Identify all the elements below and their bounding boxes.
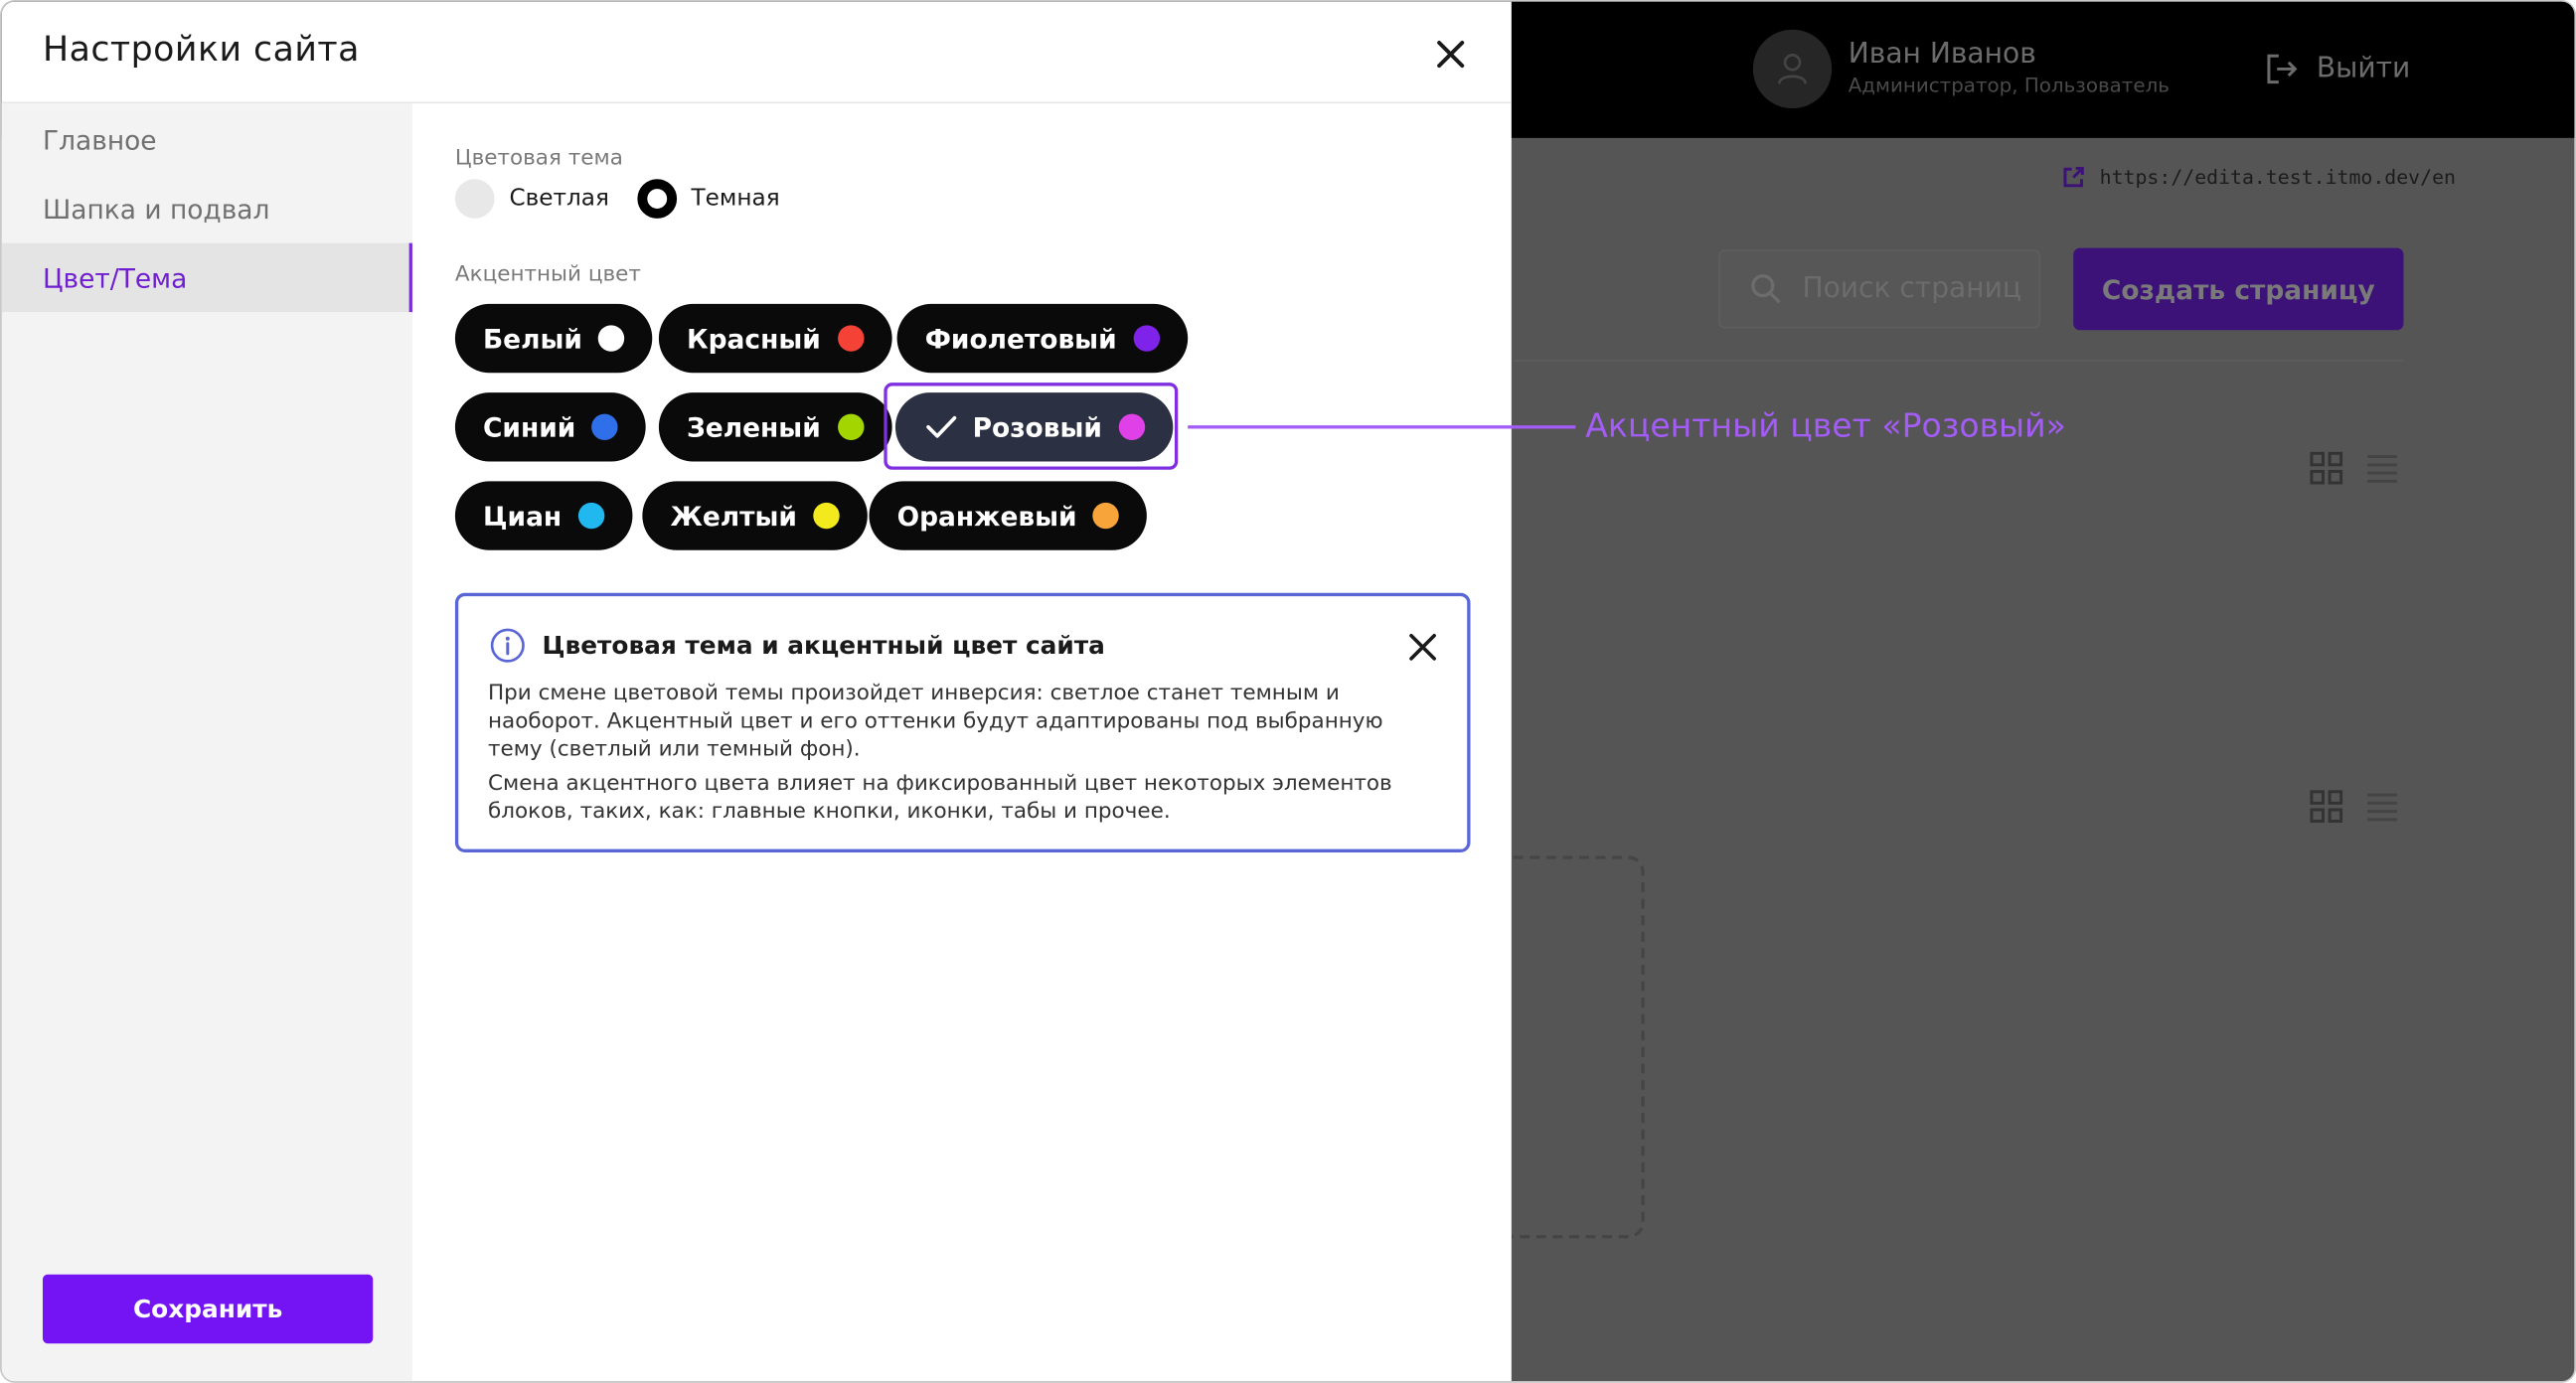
view-toggle	[2310, 452, 2398, 485]
user-role: Администратор, Пользователь	[1848, 74, 2170, 97]
close-icon[interactable]	[1431, 35, 1471, 75]
accent-chip-violet[interactable]	[897, 304, 1188, 373]
chip-label: Желтый	[670, 500, 797, 532]
chip-label: Синий	[483, 411, 576, 443]
settings-sidebar	[2, 103, 412, 1381]
sidebar-item-label: Цвет/Тема	[42, 261, 188, 294]
info-paragraph: Смена акцентного цвета влияет на фиксированный цвет некоторых элементов блоков, таких, как: главные кнопки, иконки, табы и прочее.	[487, 771, 1392, 825]
color-dot	[592, 414, 618, 440]
list-view-icon[interactable]	[2365, 452, 2398, 485]
accent-chip-pink[interactable]	[895, 392, 1173, 461]
chip-label: Фиолетовый	[924, 322, 1117, 355]
color-dot	[837, 325, 863, 351]
theme-radio-group	[455, 179, 808, 219]
accent-chip-orange[interactable]	[869, 481, 1147, 549]
accent-chip-cyan[interactable]	[455, 481, 632, 549]
chip-label: Красный	[686, 322, 821, 355]
sidebar-item-label: Шапка и подвал	[42, 193, 270, 225]
user-icon	[1774, 51, 1810, 86]
site-settings-modal	[2, 2, 1512, 1382]
accent-chip-yellow[interactable]	[642, 481, 868, 549]
user-name: Иван Иванов	[1848, 38, 2036, 72]
color-dot	[1093, 503, 1119, 529]
info-title: Цветовая тема и акцентный цвет сайта	[542, 630, 1105, 661]
chip-label: Оранжевый	[896, 500, 1077, 532]
accent-chip-red[interactable]	[659, 304, 891, 373]
accent-chip-green[interactable]	[659, 392, 891, 461]
color-dot	[578, 503, 604, 529]
callout-label: Акцентный цвет «Розовый»	[1585, 405, 2066, 445]
theme-dark-label[interactable]: Темная	[691, 185, 780, 213]
search-icon	[1750, 272, 1783, 305]
color-dot	[813, 503, 839, 529]
theme-light-label[interactable]: Светлая	[509, 185, 609, 213]
site-url: https://edita.test.itmo.dev/en	[2099, 165, 2456, 190]
view-toggle	[2310, 790, 2398, 823]
color-dot	[1118, 414, 1144, 440]
sidebar-item-label: Главное	[42, 123, 157, 156]
sidebar-item-main[interactable]	[2, 105, 412, 174]
theme-light-radio[interactable]	[455, 179, 495, 219]
create-page-button[interactable]: Создать страницу	[2073, 248, 2403, 331]
modal-header	[2, 2, 1512, 103]
chip-label: Белый	[483, 322, 582, 355]
info-icon	[490, 627, 526, 663]
search-input[interactable]	[1718, 249, 2040, 328]
logout-label: Выйти	[2316, 52, 2411, 85]
grid-view-icon[interactable]	[2310, 790, 2342, 823]
color-dot	[837, 414, 863, 440]
chip-label: Циан	[483, 500, 563, 532]
divider	[1514, 360, 2404, 362]
theme-section-label: Цветовая тема	[454, 146, 623, 171]
settings-content	[412, 103, 1512, 1381]
external-link-icon	[2062, 166, 2085, 189]
avatar	[1753, 30, 1832, 108]
color-dot	[1133, 325, 1159, 351]
save-button[interactable]: Сохранить	[43, 1275, 373, 1343]
chip-label: Зеленый	[686, 411, 821, 443]
check-icon	[925, 414, 958, 440]
list-view-icon[interactable]	[2365, 790, 2398, 823]
chip-label: Розовый	[972, 411, 1102, 443]
grid-view-icon[interactable]	[2310, 452, 2342, 485]
sidebar-item-color-theme[interactable]	[2, 243, 412, 312]
color-dot	[598, 325, 624, 351]
accent-section-label: Акцентный цвет	[454, 262, 641, 288]
modal-title: Настройки сайта	[42, 29, 360, 70]
accent-chip-white[interactable]	[455, 304, 653, 373]
logout-button[interactable]	[2264, 51, 2410, 86]
info-alert	[455, 593, 1471, 852]
logout-icon	[2264, 51, 2300, 86]
site-url-link[interactable]	[2062, 166, 2456, 189]
theme-dark-radio[interactable]	[637, 179, 677, 219]
callout-line	[1188, 425, 1575, 428]
search-placeholder: Поиск страниц	[1802, 272, 2022, 306]
close-icon[interactable]	[1406, 631, 1439, 664]
sidebar-item-header-footer[interactable]	[2, 174, 412, 242]
info-paragraph: При смене цветовой темы произойдет инверсия: светлое станет темным и наоборот. Акцентный цвет и его оттенки будут адаптированы под выбранную тему (светлый или темный фон).	[487, 682, 1383, 763]
accent-chip-blue[interactable]	[455, 392, 646, 461]
